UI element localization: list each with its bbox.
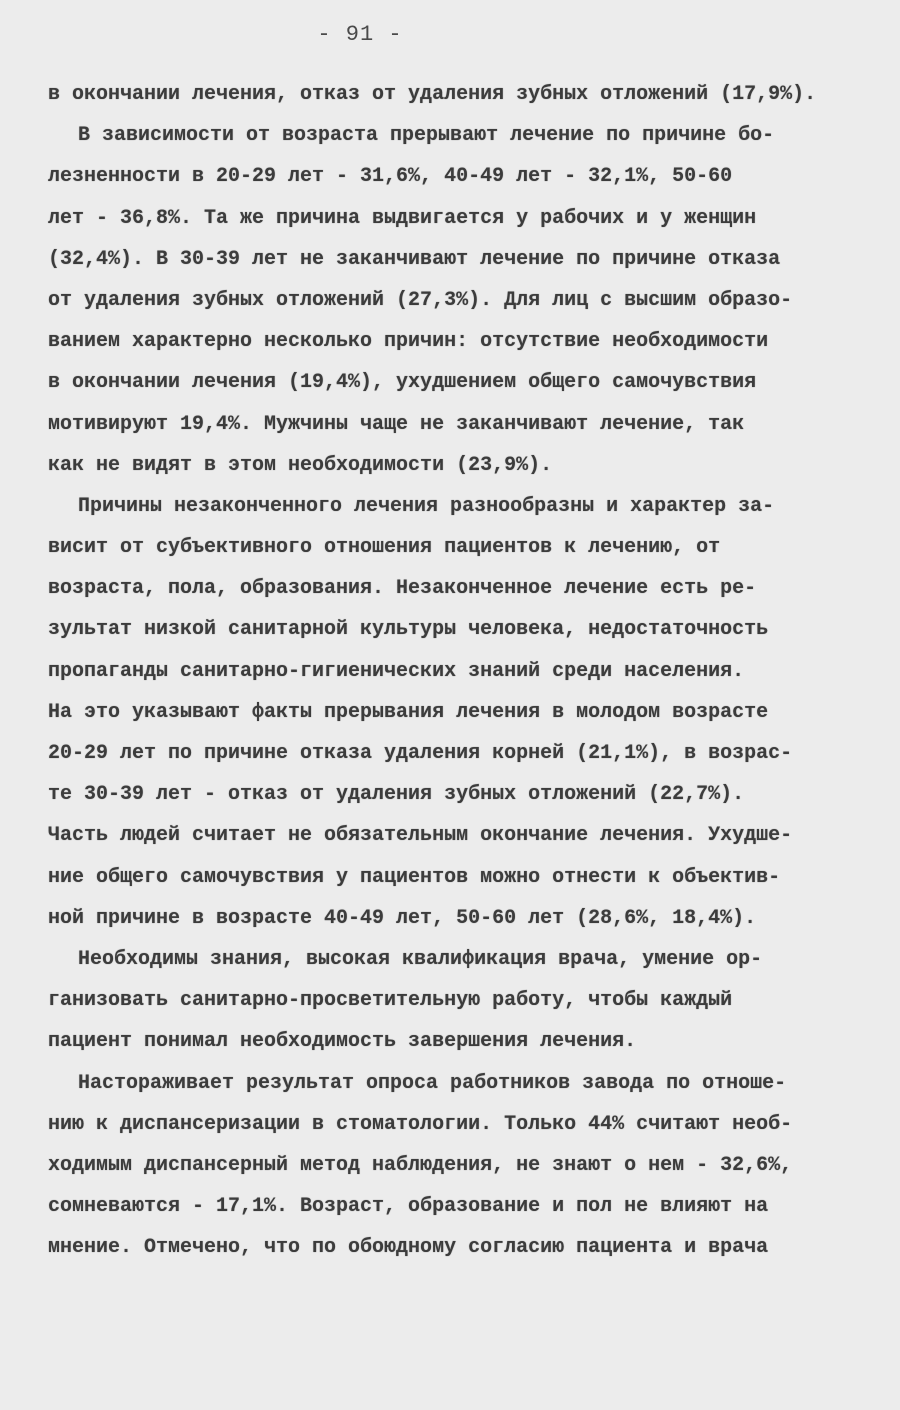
- text-line: ганизовать санитарно-просветительную работу, чтобы каждый: [48, 989, 733, 1013]
- text-line: как не видят в этом необходимости (23,9%).: [48, 453, 553, 477]
- paragraph-3: [48, 486, 848, 939]
- text-line: Настораживает результат опроса работников завода по отноше-: [78, 1071, 787, 1095]
- page-number: - 91 -: [317, 22, 403, 47]
- text-line: в окончании лечения (19,4%), ухудшением общего самочувствия: [48, 371, 757, 395]
- text-line: (32,4%). В 30-39 лет не заканчивают лечение по причине отказа: [48, 247, 781, 271]
- text-line: сомневаются - 17,1%. Возраст, образование и пол не влияют на: [48, 1195, 769, 1219]
- text-line: лет - 36,8%. Та же причина выдвигается у рабочих и у женщин: [48, 206, 757, 230]
- text-line: ходимым диспансерный метод наблюдения, не знают о нем - 32,6%,: [48, 1153, 793, 1177]
- text-line: На это указывают факты прерывания лечения в молодом возрасте: [48, 700, 769, 724]
- text-line: лезненности в 20-29 лет - 31,6%, 40-49 лет - 32,1%, 50-60: [48, 165, 733, 189]
- paragraph-1: [48, 74, 848, 115]
- text-line: 20-29 лет по причине отказа удаления корней (21,1%), в возрас-: [48, 742, 793, 765]
- paragraph-4: [48, 939, 848, 1063]
- text-line: висит от субъективного отношения пациентов к лечению, от: [48, 536, 721, 560]
- text-line: ние общего самочувствия у пациентов можно отнести к объектив-: [48, 865, 781, 889]
- text-line: нию к диспансеризации в стоматологии. Только 44% считают необ-: [48, 1112, 793, 1136]
- paragraph-2: [48, 115, 848, 486]
- text-line: возраста, пола, образования. Незаконченное лечение есть ре-: [48, 577, 757, 601]
- text-line: в окончании лечения, отказ от удаления зубных отложений (17,9%).: [48, 83, 817, 106]
- text-line: мотивируют 19,4%. Мужчины чаще не заканчивают лечение, так: [48, 412, 745, 436]
- text-line: Причины незаконченного лечения разнообразны и характер за-: [78, 494, 775, 518]
- text-line: Часть людей считает не обязательным окончание лечения. Ухудше-: [48, 824, 793, 848]
- text-line: зультат низкой санитарной культуры человека, недостаточность: [48, 618, 769, 642]
- text-line: от удаления зубных отложений (27,3%). Для лиц с высшим образо-: [48, 288, 793, 312]
- document-body: [48, 74, 848, 1268]
- text-line: ной причине в возрасте 40-49 лет, 50-60 лет (28,6%, 18,4%).: [48, 906, 757, 930]
- text-line: пациент понимал необходимость завершения лечения.: [48, 1030, 637, 1054]
- text-line: пропаганды санитарно-гигиенических знаний среди населения.: [48, 659, 745, 683]
- text-line: те 30-39 лет - отказ от удаления зубных отложений (22,7%).: [48, 783, 745, 807]
- text-line: ванием характерно несколько причин: отсутствие необходимости: [48, 330, 769, 354]
- text-line: мнение. Отмечено, что по обоюдному согласию пациента и врача: [48, 1236, 769, 1260]
- text-line: В зависимости от возраста прерывают лечение по причине бо-: [78, 124, 775, 148]
- paragraph-5: [48, 1063, 848, 1269]
- text-line: Необходимы знания, высокая квалификация врача, умение ор-: [78, 947, 763, 971]
